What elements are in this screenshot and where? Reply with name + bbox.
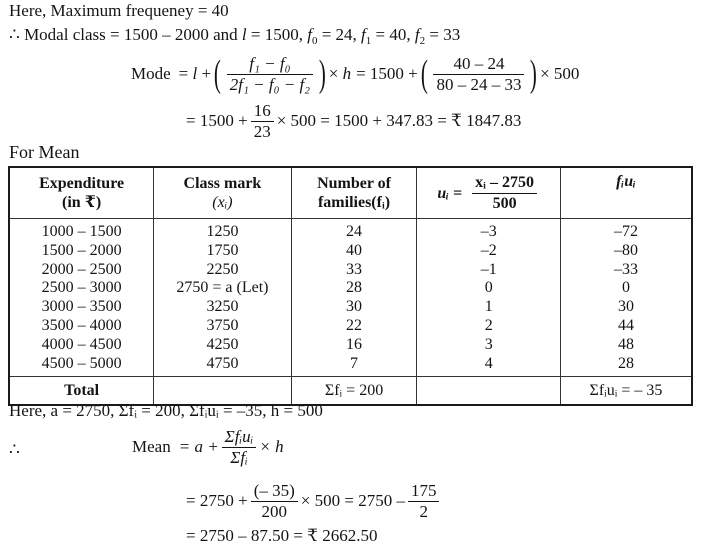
mode-result: = 1500 + $\frac{16}{23}$ × 500 = 1500 + 347.83 = ₹ 1847.83 [186,100,522,141]
table-row: 4500 – 5000 4750 7 4 28 [9,355,692,377]
f1-value: = 40, [375,25,411,44]
mode-formula: Mode = l + ( $\frac{\text{f₁ − f₀}}{\text{2f₁ − f₀ − f₂}}$ ) × h = 1500 + ( $\frac{40 - 24}{80 - 24 - 33}$ ) × 500 [131,53,580,95]
mean-heading: For Mean [9,142,80,162]
mean-formula: Mean = a + $\frac{\text{Σfᵢuᵢ}}{\text{Σfᵢ}}$ × h [132,426,284,467]
table-row: 1000 – 1500 1250 24 –3 –72 [9,219,692,242]
given-values-line: Here, a = 2750, Σfᵢ = 200, Σfᵢuᵢ = –35, h = 500 [9,401,323,420]
modal-class-line: ∴ Modal class = 1500 – 2000 and l = 1500, $f_0 = 24$, $f_1 = 40$, $f_2 = 33$ [9,25,461,47]
table-header-row [9,167,692,219]
mode-formula-fraction: $\frac{\text{f₁ − f₀}}{\text{2f₁ − f₀ − f₂}}$ [227,54,313,95]
header-expenditure: Expenditure (in ₹) [9,167,154,219]
table-row: 4000 – 4500 4250 16 3 48 [9,336,692,355]
table-row: 3000 – 3500 3250 30 1 30 [9,298,692,317]
f2-value: = 33 [429,25,461,44]
table-row: 1500 – 2000 1750 40 –2 –80 [9,242,692,261]
frequency-table [8,166,693,406]
mean-final-value: = 2750 – 87.50 = ₹ 2662.50 [186,526,378,545]
mode-final-value: × 500 = 1500 + 347.83 = ₹ 1847.83 [276,111,522,130]
header-fu: fᵢuᵢ [560,167,692,219]
total-fu: Σfᵢuᵢ = – 35 [560,377,692,406]
header-ui: uᵢ = $\frac{\text{xᵢ – 2750}}{500}$ [417,167,561,219]
table-row: 2000 – 2500 2250 33 –1 –33 [9,261,692,280]
total-label: Total [9,377,154,406]
mode-label: Mode [131,64,171,83]
table-row: 2500 – 3000 2750 = a (Let) 28 0 0 [9,279,692,298]
header-families: Number of families(fᵢ) [291,167,417,219]
l-value: = 1500, [250,25,303,44]
mean-label: Mean [132,437,171,456]
f0-value: = 24, [321,25,357,44]
therefore-symbol: ∴ [9,440,20,459]
mode-substitution-fraction: $\frac{40 - 24}{80 - 24 - 33}$ [433,54,524,95]
modal-class-text: ∴ Modal class = 1500 – 2000 and [9,25,238,44]
total-families: Σfᵢ = 200 [291,377,417,406]
table-row: 3500 – 4000 3750 22 2 44 [9,317,692,336]
mean-substitution: = 2750 + $\frac{(- 35)}{200}$ × 500 = 2750 – $\frac{175}{2}$ [186,478,442,524]
header-class-mark: Class mark (xᵢ) [154,167,291,219]
max-frequency-line: Here, Maximum frequeney = 40 [9,1,229,20]
